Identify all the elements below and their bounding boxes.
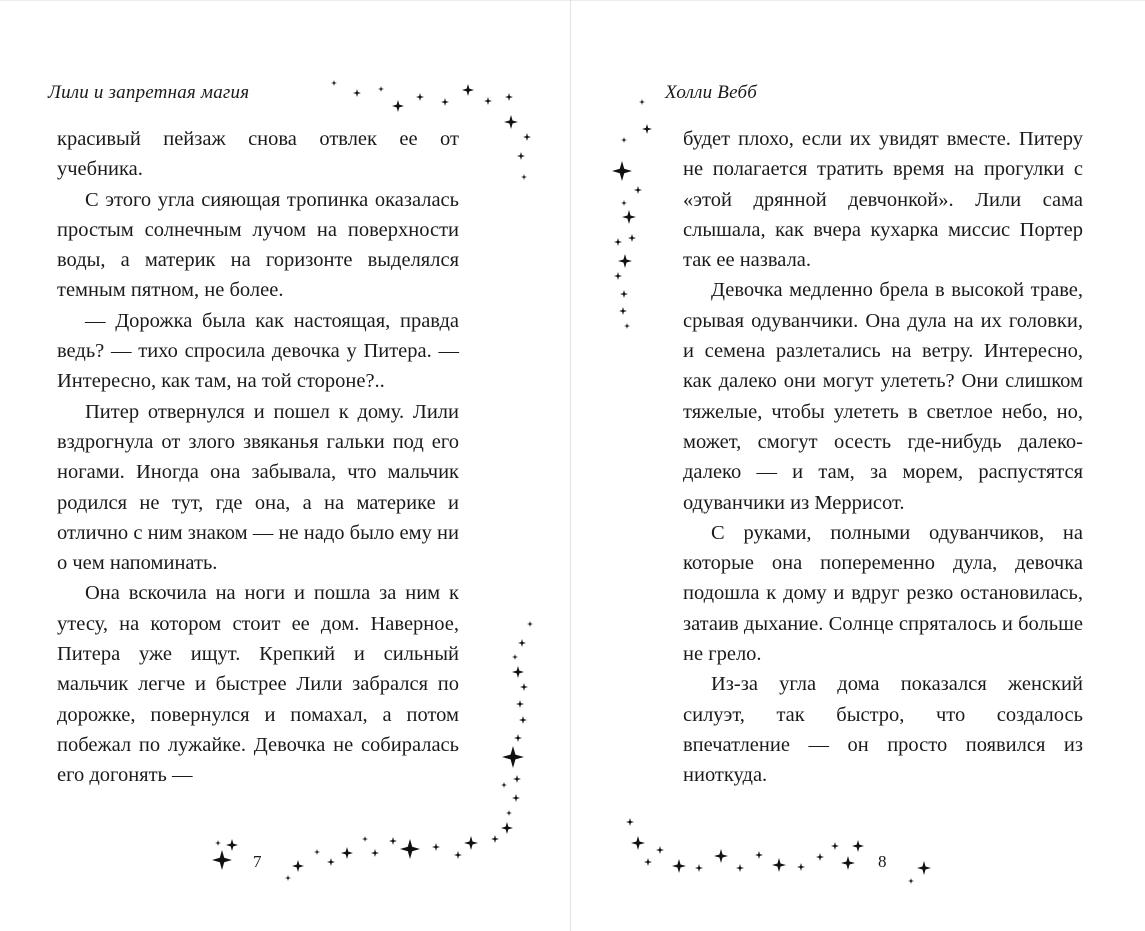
paragraph: С этого угла сияющая тропинка оказалась простым солнечным лучом на поверхности воды, а материк на горизонте выделялся темным пятном, не более. — [57, 188, 459, 302]
paragraph: Из-за угла дома показался женский силуэт, так быстро, что создалось впечатление — он просто появился из ниоткуда. — [683, 673, 1083, 787]
paragraph: С руками, полными одуванчиков, на которые она попеременно дула, девочка подошла к дому и вдруг резко остановилась, затаив дыхание. Солнце спряталось и больше не грело. — [683, 521, 1083, 666]
paragraph: Питер отвернулся и пошел к дому. Лили вздрогнула от злого звяканья гальки под его ногами. Иногда она забывала, что мальчик родился не тут, где она, а на материке и отлично с ним знаком — не надо было ему ни о чем напоминать. — [57, 400, 459, 575]
paragraph: Она вскочила на ноги и пошла за ним к утесу, на котором стоит ее дом. Наверное, Питера уже ищут. Крепкий и сильный мальчик легче и быстрее Лили забрался по дорожке, повернулся и помахал, а потом побежал по лужайке. Девочка не собиралась его догонять — — [57, 582, 459, 787]
left-page — [0, 0, 570, 931]
paragraph: Девочка медленно брела в высокой траве, срывая одуванчики. Она дула на их головки, и семена разлетались на ветру. Интересно, как далеко они могут улететь? Они слишком тяжелые, чтобы улететь в светлое небо, но, может, смогут осесть где-нибудь далеко-далеко — и там, за морем, распустятся одуванчики из Меррисот. — [683, 279, 1083, 514]
left-page-text — [57, 124, 459, 791]
running-head-title: Лили и запретная магия — [48, 82, 250, 103]
paragraph: красивый пейзаж снова отвлек ее от учебника. — [57, 128, 459, 181]
page-number: 7 — [253, 852, 262, 871]
paragraph: — Дорожка была как настоящая, правда ведь? — тихо спросила девочка у Питера. — Интересно, как там, на той стороне?.. — [57, 309, 459, 393]
paragraph: будет плохо, если их увидят вместе. Питеру не полагается тратить время на прогулки с «этой дрянной девчонкой». Лили сама слышала, как вчера кухарка миссис Портер так ее назвала. — [683, 128, 1083, 272]
running-head-author: Холли Вебб — [665, 82, 757, 103]
right-page — [571, 0, 1145, 931]
page-number: 8 — [878, 852, 887, 871]
right-page-text — [683, 124, 1083, 791]
